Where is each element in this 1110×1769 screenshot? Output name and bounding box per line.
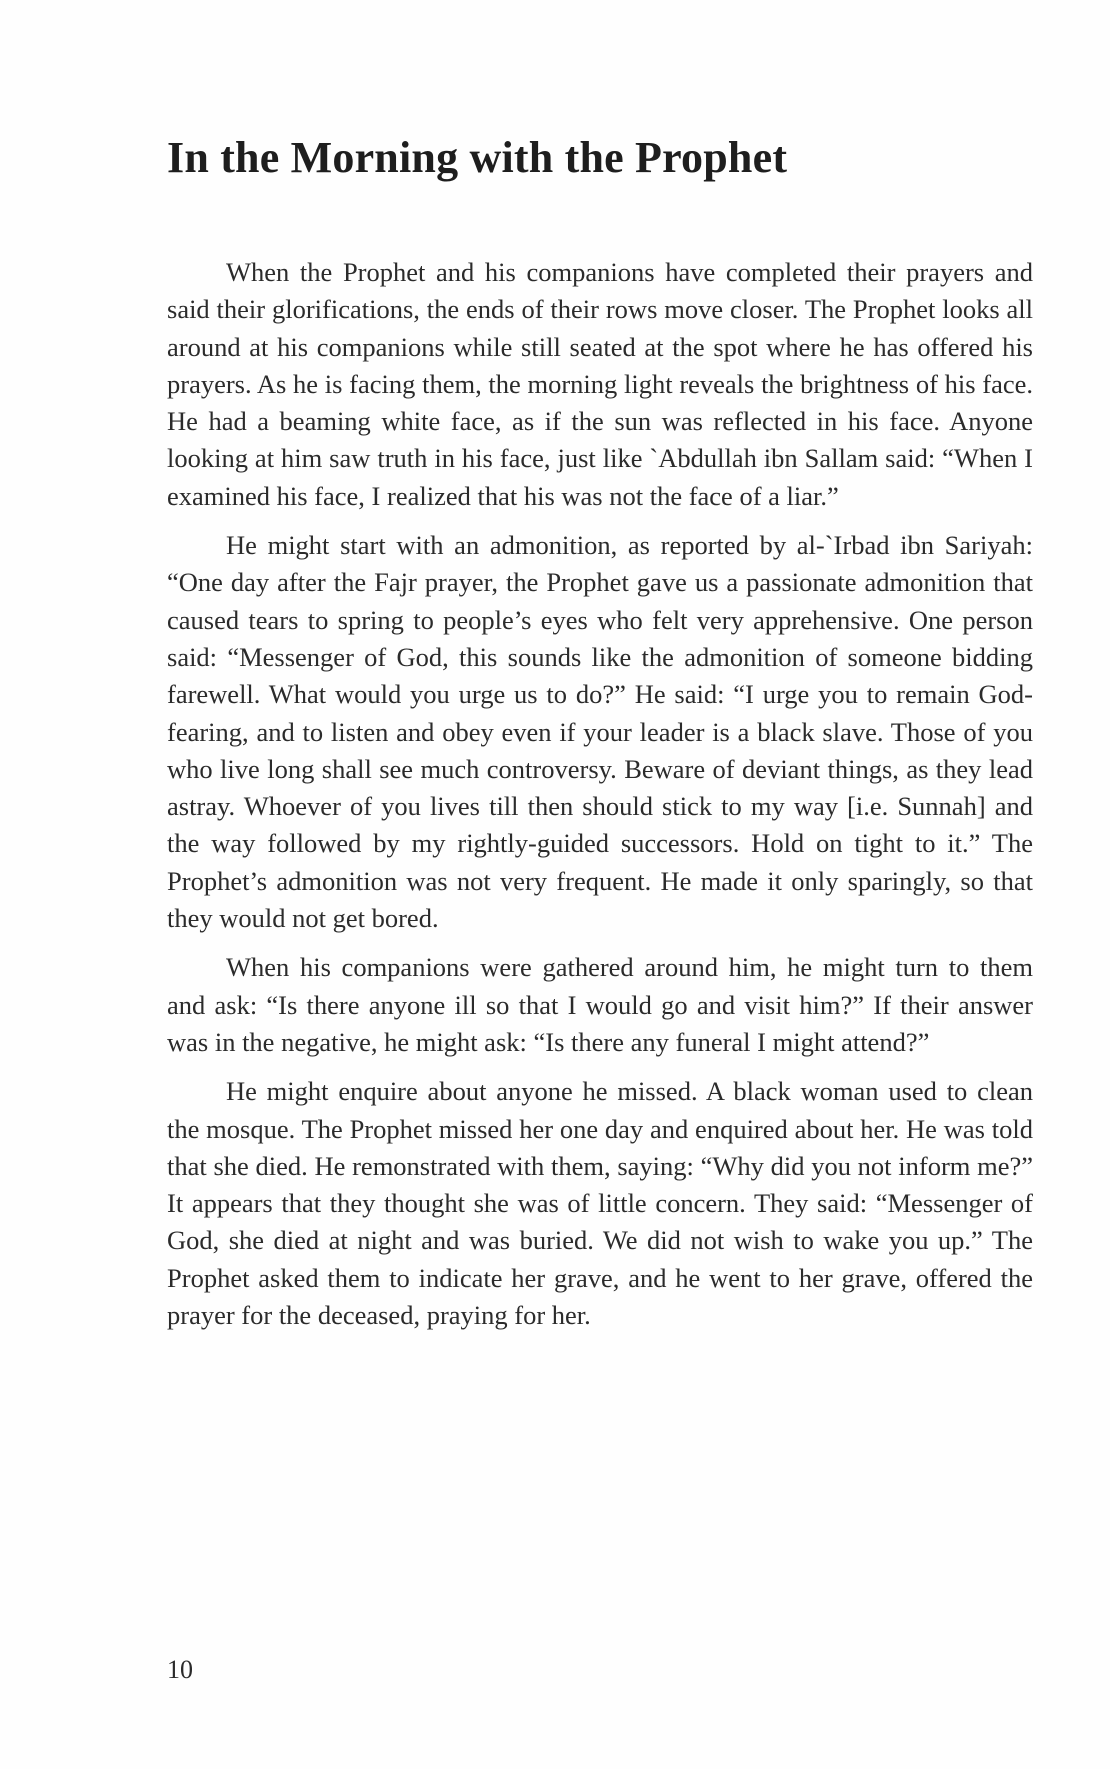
page-number: 10	[167, 1655, 193, 1684]
paragraph-2: He might start with an admonition, as reported by al-`Irbad ibn Sariyah: “One day after the Fajr prayer, the Prophet gave us a passionate admonition that caused tears to spring to people’s eyes who felt very apprehensive. One person said: “Messenger of God, this sounds like the admonition of someone bidding farewell. What would you urge us to do?” He said: “I urge you to remain God-fearing, and to listen and obey even if your leader is a black slave. Those of you who live long shall see much controversy. Beware of deviant things, as they lead astray. Whoever of you lives till then should stick to my way [i.e. Sunnah] and the way followed by my rightly-guided successors. Hold on tight to it.” The Prophet’s admonition was not very frequent. He made it only sparingly, so that they would not get bored.	[167, 530, 1033, 934]
paragraph-1: When the Prophet and his companions have completed their prayers and said their glorifications, the ends of their rows move closer. The Prophet looks all around at his companions while still seated at the spot where he has offered his prayers. As he is facing them, the morning light reveals the brightness of his face. He had a beaming white face, as if the sun was reflected in his face. Anyone looking at him saw truth in his face, just like `Abdullah ibn Sallam said: “When I examined his face, I realized that his was not the face of a liar.”	[167, 257, 1033, 511]
body-text	[167, 254, 1033, 1346]
chapter-heading: In the Morning with the Prophet	[167, 133, 788, 182]
paragraph-3: When his companions were gathered around him, he might turn to them and ask: “Is there anyone ill so that I would go and visit him?” If their answer was in the negative, he might ask: “Is there any funeral I might attend?”	[167, 952, 1033, 1057]
paragraph-4: He might enquire about anyone he missed. A black woman used to clean the mosque. The Prophet missed her one day and enquired about her. He was told that she died. He remonstrated with them, saying: “Why did you not inform me?” It appears that they thought she was of little concern. They said: “Messenger of God, she died at night and was buried. We did not wish to wake you up.” The Prophet asked them to indicate her grave, and he went to her grave, offered the prayer for the deceased, praying for her.	[167, 1076, 1033, 1331]
